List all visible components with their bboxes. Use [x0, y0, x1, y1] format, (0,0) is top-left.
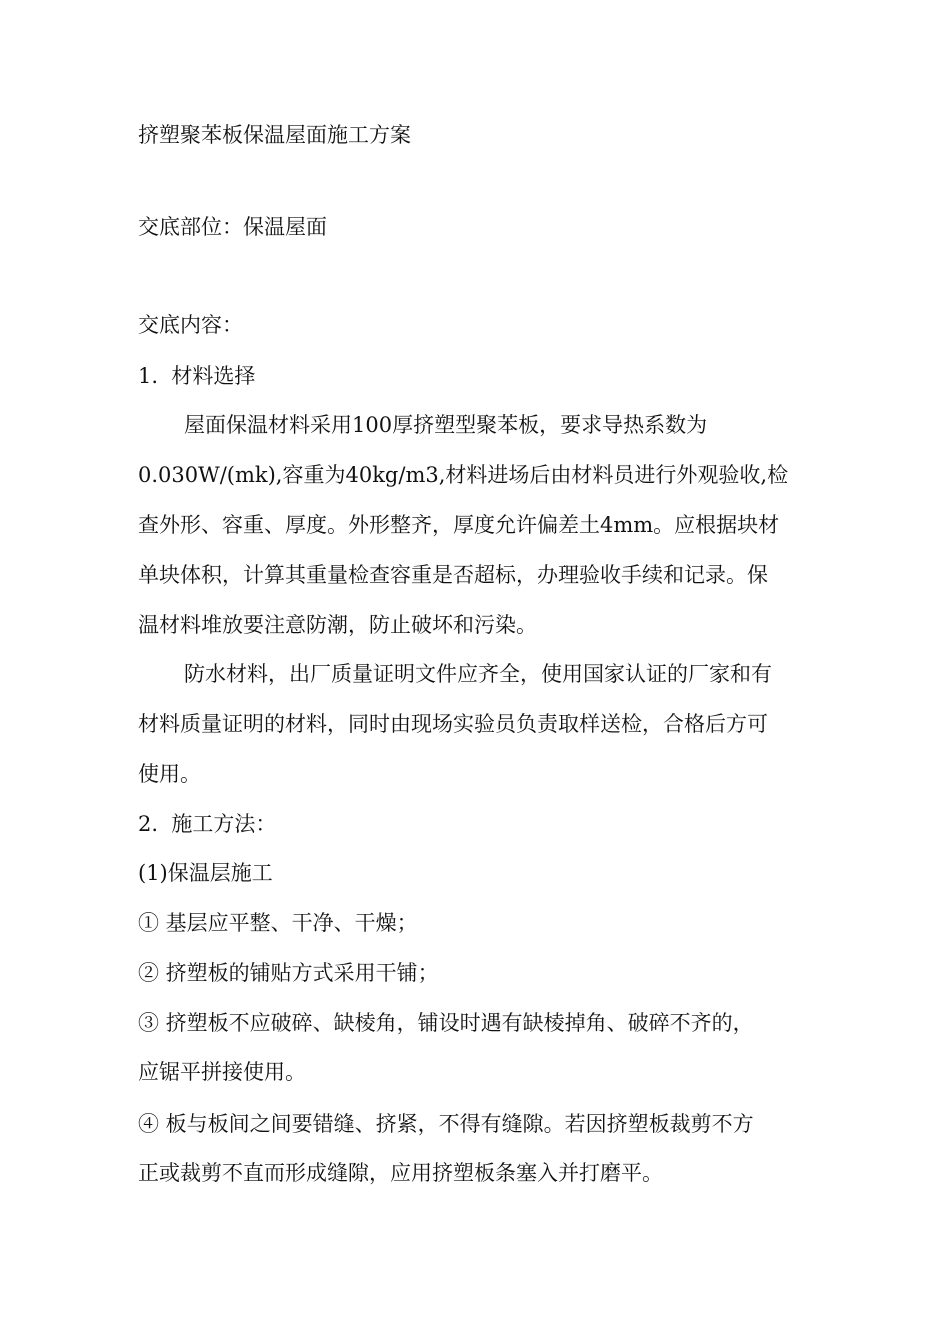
item-2: ② 挤塑板的铺贴方式采用干铺； [138, 961, 439, 985]
paragraph-1-line-5: 温材料堆放要注意防潮，防止破坏和污染。 [138, 613, 537, 637]
item-4-line-1: ④ 板与板间之间要错缝、挤紧，不得有缝隙。若因挤塑板裁剪不方 [138, 1112, 754, 1136]
paragraph-1-line-4: 单块体积，计算其重量检查容重是否超标，办理验收手续和记录。保 [138, 563, 768, 587]
item-4-line-2: 正或裁剪不直而形成缝隙，应用挤塑板条塞入并打磨平。 [138, 1161, 663, 1185]
item-3-line-1: ③ 挤塑板不应破碎、缺棱角，铺设时遇有缺棱掉角、破碎不齐的， [138, 1011, 754, 1035]
paragraph-2-line-3: 使用。 [138, 762, 201, 786]
section-1-heading: 1. 材料选择 [138, 364, 256, 388]
paragraph-1-line-2: 0.030W/(mk),容重为40kg/m3,材料进场后由材料员进行外观验收,检 [138, 463, 789, 487]
subsection-1-heading: (1)保温层施工 [138, 861, 273, 885]
disclosure-part: 交底部位：保温屋面 [138, 215, 327, 239]
paragraph-1-line-3: 查外形、容重、厚度。外形整齐，厚度允许偏差土4mm。应根据块材 [138, 513, 780, 537]
disclosure-content-heading: 交底内容： [138, 313, 243, 337]
section-2-heading: 2. 施工方法： [138, 812, 277, 836]
document-title: 挤塑聚苯板保温屋面施工方案 [138, 123, 411, 147]
item-1: ① 基层应平整、干净、干燥； [138, 911, 418, 935]
paragraph-2-line-2: 材料质量证明的材料，同时由现场实验员负责取样送检，合格后方可 [138, 712, 768, 736]
item-3-line-2: 应锯平拼接使用。 [138, 1060, 306, 1084]
paragraph-2-line-1: 防水材料，出厂质量证明文件应齐全，使用国家认证的厂家和有 [184, 662, 772, 686]
paragraph-1-line-1: 屋面保温材料采用100厚挤塑型聚苯板，要求导热系数为 [184, 413, 708, 437]
